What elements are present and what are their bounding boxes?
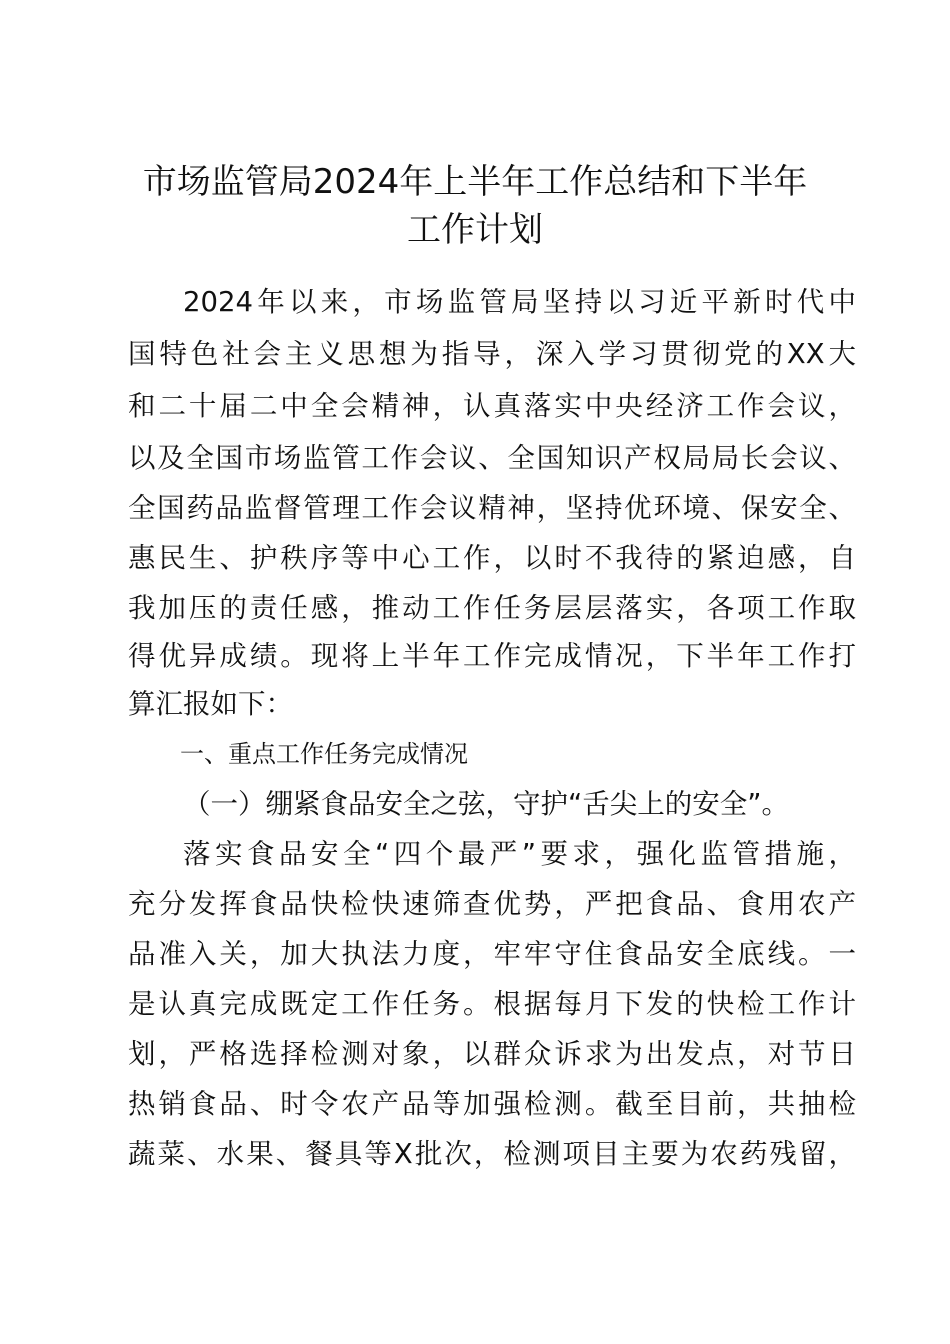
section-heading: 一、重点工作任务完成情况 [180,740,468,768]
body-paragraph-line: 蔬菜、水果、餐具等X批次，检测项目主要为农药残留， [128,1138,856,1170]
intro-paragraph-line: 得优异成绩。现将上半年工作完成情况，下半年工作打 [128,640,856,672]
intro-paragraph-line: 全国药品监督管理工作会议精神，坚持优环境、保安全、 [128,492,856,524]
intro-paragraph-line: 和二十届二中全会精神，认真落实中央经济工作会议， [128,390,856,422]
body-paragraph-line: 落实食品安全“四个最严”要求，强化监管措施， [183,838,856,870]
body-paragraph-line: 充分发挥食品快检快速筛查优势，严把食品、食用农产 [128,888,856,920]
intro-paragraph-line: 算汇报如下： [128,688,293,720]
body-paragraph-line: 品准入关，加大执法力度，牢牢守住食品安全底线。一 [128,938,856,970]
body-paragraph-line: 是认真完成既定工作任务。根据每月下发的快检工作计 [128,988,856,1020]
intro-paragraph-line: 国特色社会主义思想为指导，深入学习贯彻党的XX大 [128,338,856,370]
intro-paragraph-line: 惠民生、护秩序等中心工作，以时不我待的紧迫感，自 [128,542,856,574]
document-title-line-2: 工作计划 [407,210,543,250]
intro-paragraph-line: 以及全国市场监管工作会议、全国知识产权局局长会议、 [128,442,856,474]
document-title-line-1: 市场监管局2024年上半年工作总结和下半年 [142,162,808,202]
body-paragraph-line: 热销食品、时令农产品等加强检测。截至目前，共抽检 [128,1088,856,1120]
body-paragraph-line: 划，严格选择检测对象，以群众诉求为出发点，对节日 [128,1038,856,1070]
intro-paragraph-line: 我加压的责任感，推动工作任务层层落实，各项工作取 [128,592,856,624]
intro-paragraph-line: 2024年以来，市场监管局坚持以习近平新时代中 [183,286,856,318]
subsection-heading: （一）绷紧食品安全之弦，守护“舌尖上的安全”。 [183,788,789,820]
